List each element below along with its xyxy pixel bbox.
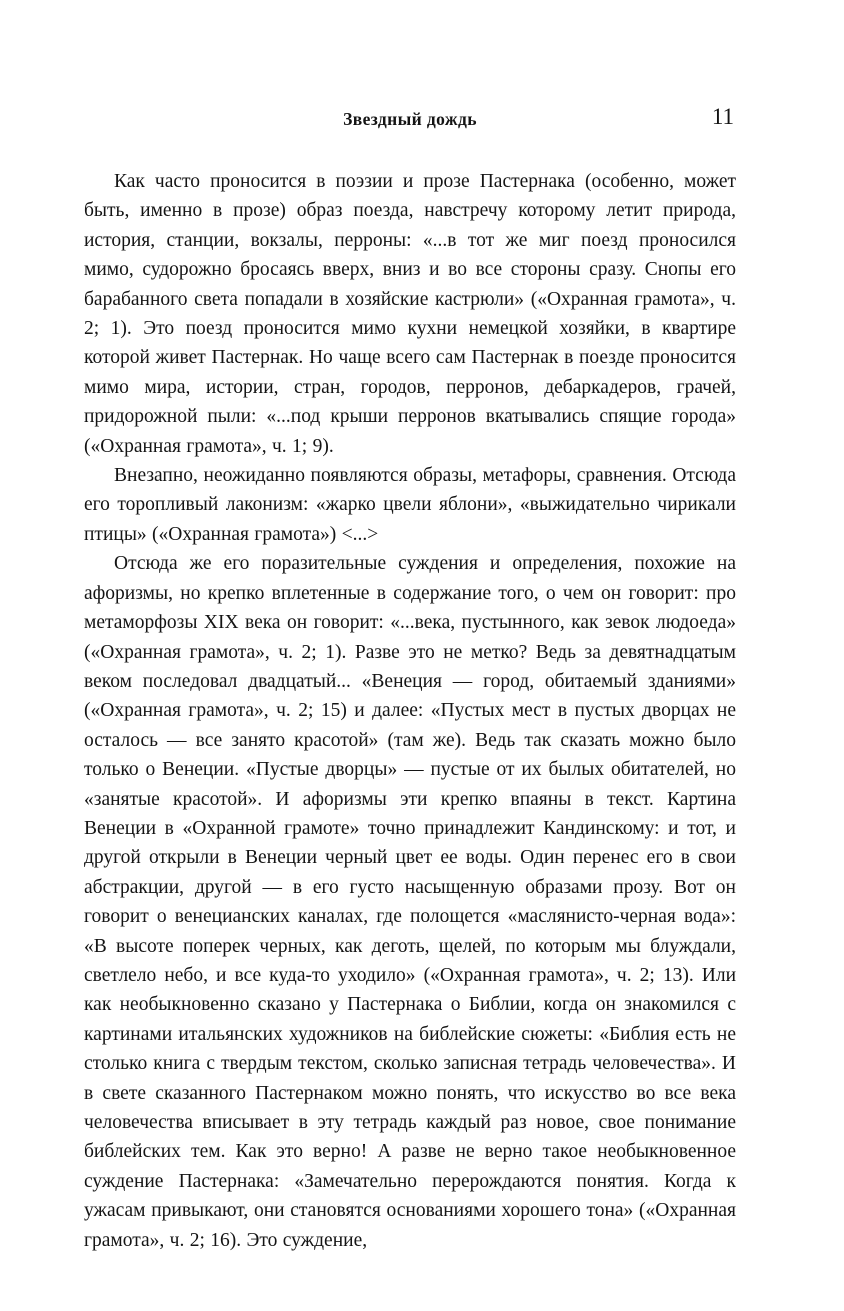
page-number: 11 xyxy=(711,104,734,129)
running-title: Звездный дождь xyxy=(343,109,477,129)
page-header xyxy=(84,104,736,134)
body-paragraph: Внезапно, неожиданно появляются образы, метафоры, сравнения. Отсюда его торопливый лаконизм: «жарко цвели яблони», «выжидательно чирикали птицы» («Охранная грамота») <...> xyxy=(84,465,736,545)
body-paragraph: Отсюда же его поразительные суждения и определения, похожие на афоризмы, но крепко вплетенные в содержание того, о чем он говорит: про метаморфозы XIX века он говорит: «...века, пустынного, как зевок людоеда» («Охранная грамота», ч. 2; 1). Разве это не метко? Ведь за девятнадцатым веком последовал двадцатый... «Венеция — город, обитаемый зданиями» («Охранная грамота», ч. 2; 15) и далее: «Пустых мест в пустых дворцах не осталось — все занято красотой» (там же). Ведь так сказать можно было только о Венеции. «Пустые дворцы» — пустые от их былых обитателей, но «занятые красотой». И афоризмы эти крепко впаяны в текст. Картина Венеции в «Охранной грамоте» точно принадлежит Кандинскому: и тот, и другой открыли в Венеции черный цвет ее воды. Один перенес его в свои абстракции, другой — в его густо насыщенную образами прозу. Вот он говорит о венецианских каналах, где полощется «маслянисто-черная вода»: «В высоте поперек черных, как деготь, щелей, по которым мы блуждали, светлело небо, и все куда-то уходило» («Охранная грамота», ч. 2; 13). Или как необыкновенно сказано у Пастернака о Библии, когда он знакомился с картинами итальянских художников на библейские сюжеты: «Библия есть не столько книга с твердым текстом, сколько записная тетрадь человечества». И в свете сказанного Пастернаком можно понять, что искусство во все века человечества вписывает в эту тетрадь каждый раз новое, свое понимание библейских тем. Как это верно! А разве не верно такое необыкновенное суждение Пастернака: «Замечательно перерождаются понятия. Когда к ужасам привыкают, они становятся основаниями хорошего тона» («Охранная грамота», ч. 2; 16). Это суждение, xyxy=(84,553,736,1251)
page-body xyxy=(84,167,736,1255)
body-paragraph: Как часто проносится в поэзии и прозе Пастернака (особенно, может быть, именно в прозе) образ поезда, навстречу которому летит природа, история, станции, вокзалы, перроны: «...в тот же миг поезд проносился мимо, судорожно бросаясь вверх, вниз и во все стороны сразу. Снопы его барабанного света попадали в хозяйские кастрюли» («Охранная грамота», ч. 2; 1). Это поезд проносится мимо кухни немецкой хозяйки, в квартире которой живет Пастернак. Но чаще всего сам Пастернак в поезде проносится мимо мира, истории, стран, городов, перронов, дебаркадеров, грачей, придорожной пыли: «...под крыши перронов вкатывались спящие города» («Охранная грамота», ч. 1; 9). xyxy=(84,171,736,457)
